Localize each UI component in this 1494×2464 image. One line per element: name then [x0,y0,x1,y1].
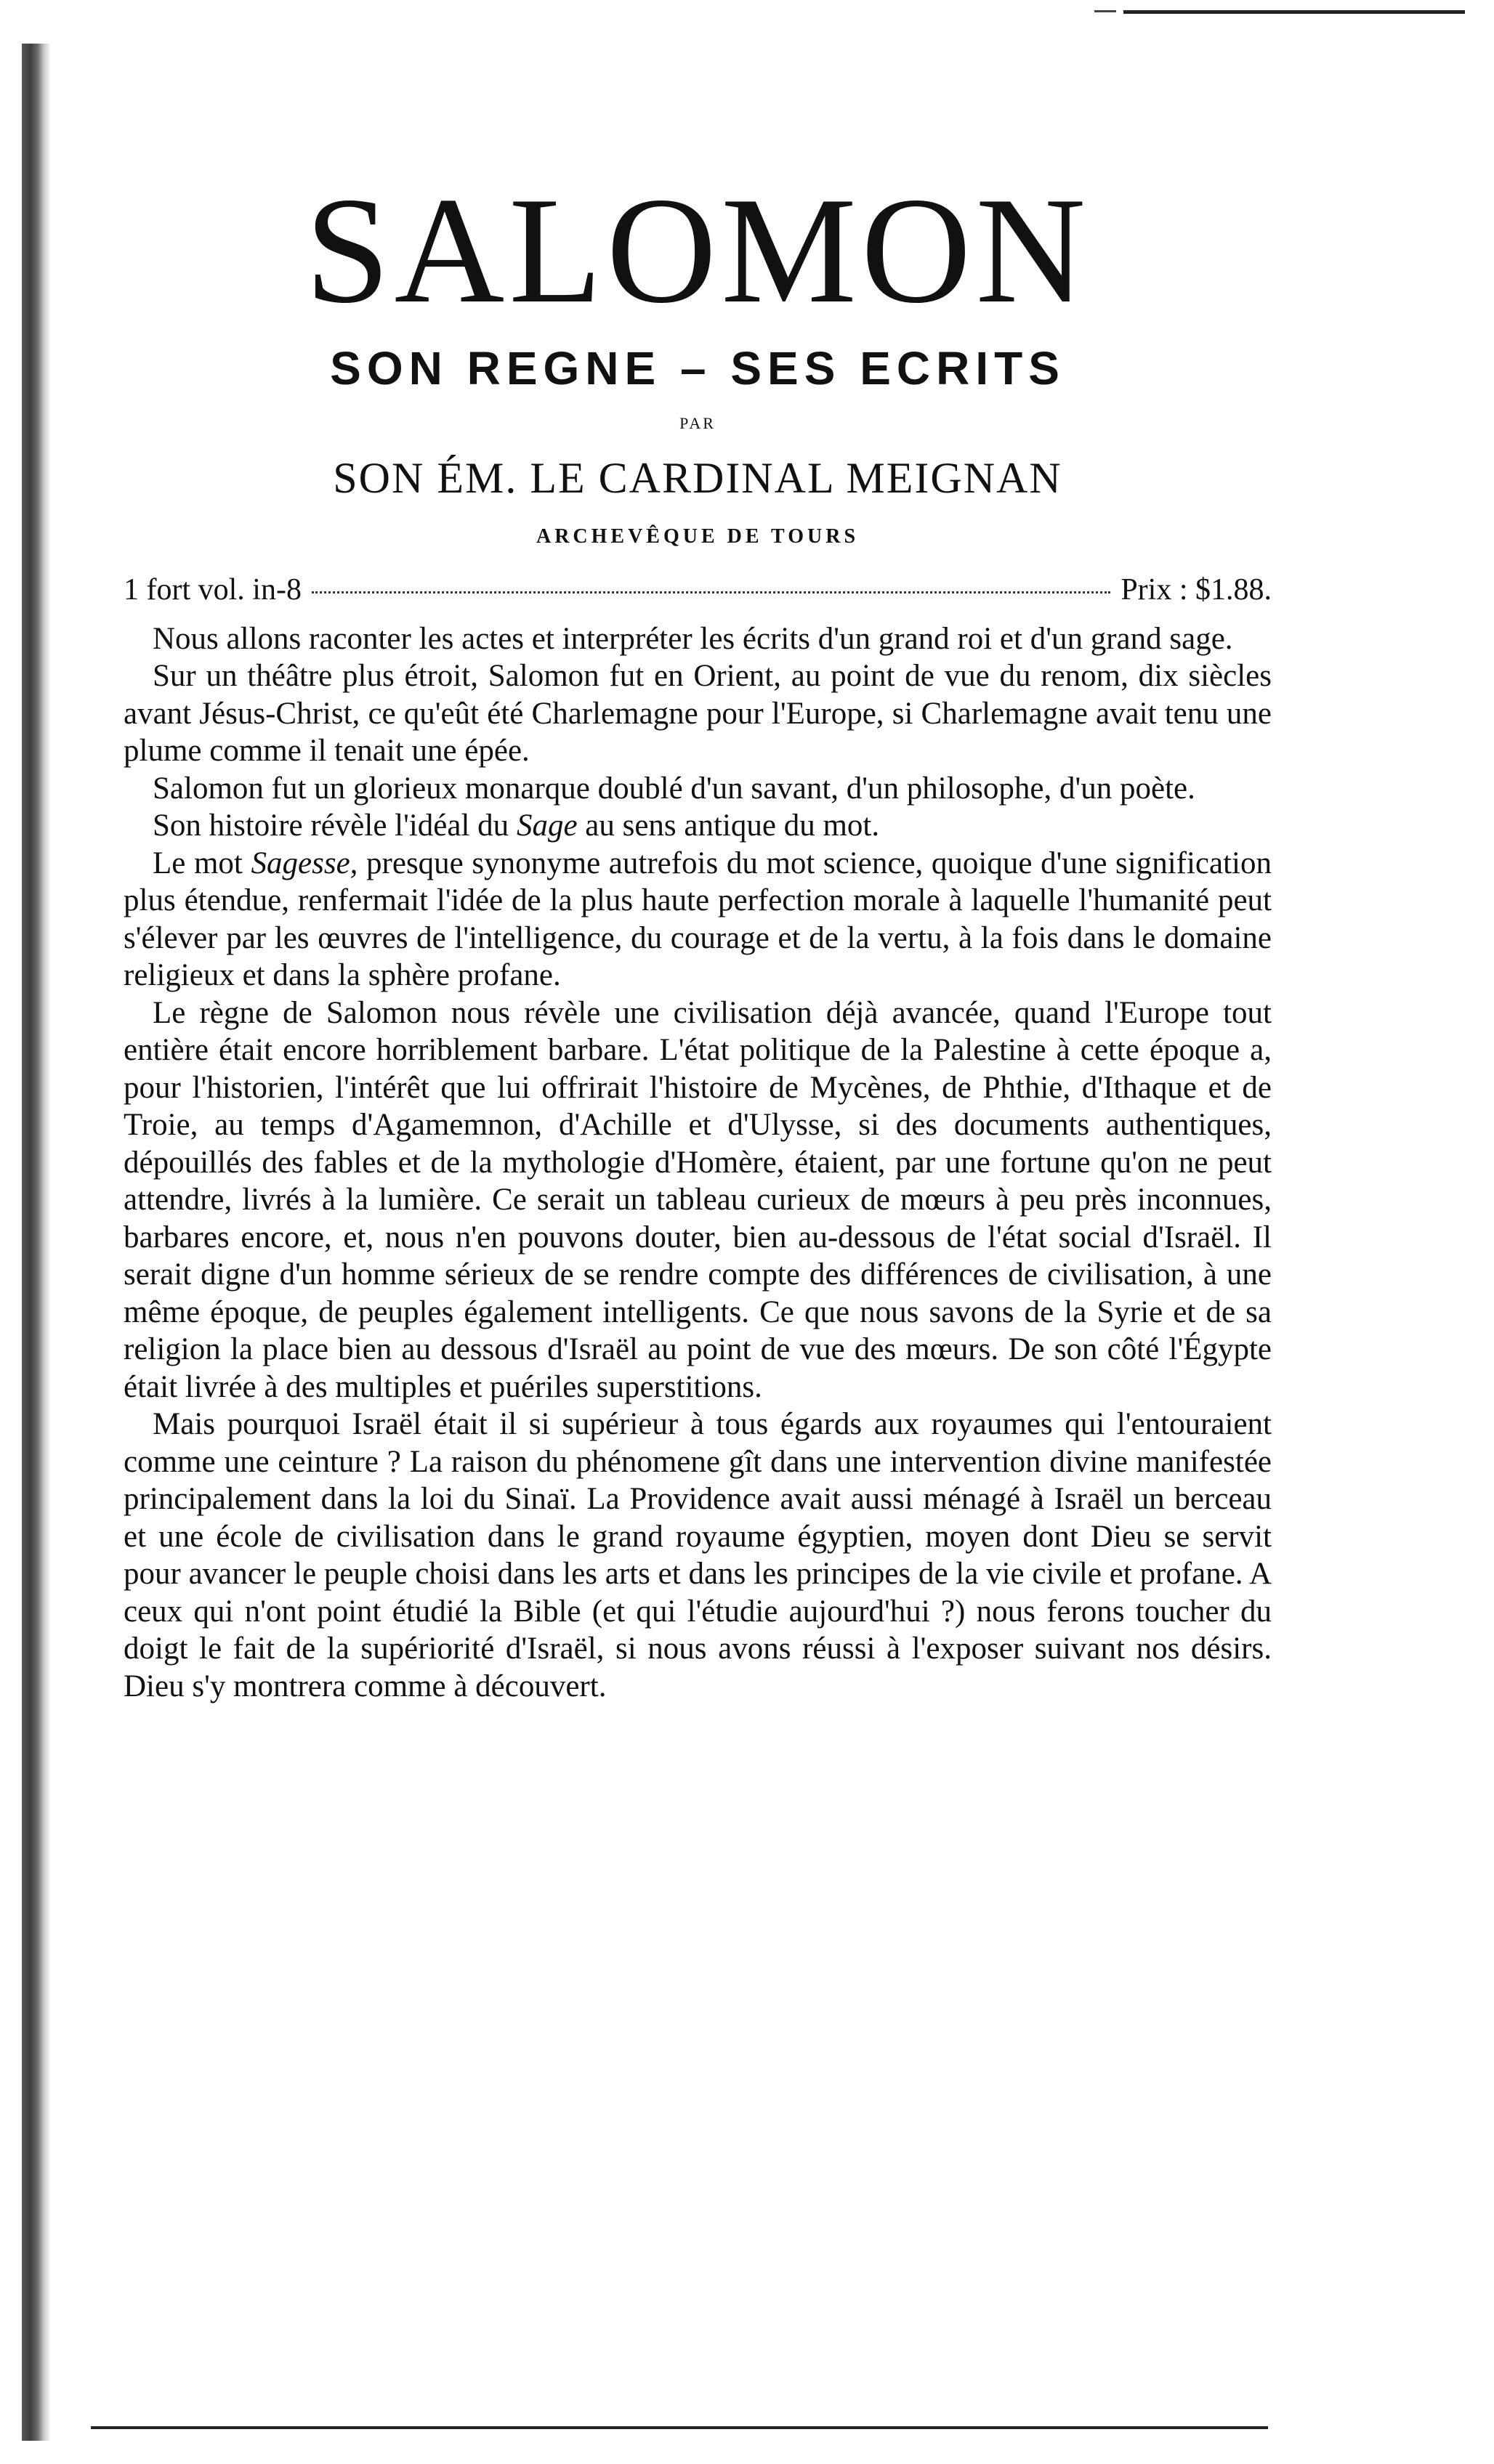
author-role: ARCHEVÊQUE DE TOURS [536,525,860,548]
price-line [124,572,1272,608]
book-title: SALOMON [304,166,1091,335]
advertisement-page [124,166,1272,1705]
book-spine-shadow [22,44,51,2441]
author-name: SON ÉM. LE CARDINAL MEIGNAN [333,454,1062,503]
by-label: PAR [679,414,716,433]
description-text [124,620,1272,1706]
volume-format: 1 fort vol. in-8 [124,573,302,607]
paragraph: Nous allons raconter les actes et interpréter les écrits d'un grand roi et d'un grand sage. [153,621,1233,656]
page-bottom-edge [91,2426,1268,2429]
corner-dash-mark [1094,10,1116,12]
paragraph: Le mot Sagesse, presque synonyme autrefois du mot science, quoique d'une signification plus étendue, renfermait l'idée de la plus haute perfection morale à laquelle l'humanité peut s'élever par les œuvres de l'intelligence, du courage et de la vertu, à la fois dans le domaine religieux et dans la sphère profane. [124,846,1272,993]
leader-dots [312,591,1110,593]
book-subtitle: SON REGNE – SES ECRITS [330,342,1065,394]
italic-term: Sage [516,808,578,843]
italic-term: Sagesse, [251,846,358,880]
paragraph: Le règne de Salomon nous révèle une civilisation déjà avancée, quand l'Europe tout entière était encore horriblement barbare. L'état politique de la Palestine à cette époque a, pour l'historien, l'intérêt que lui offrirait l'histoire de Mycènes, de Phthie, d'Ithaque et de Troie, au temps d'Agamemnon, d'Achille et d'Ulysse, si des documents authentiques, dépouillés des fables et de la mythologie d'Homère, étaient, par une fortune qu'on ne peut attendre, livrés à la lumière. Ce serait un tableau curieux de mœurs à peu près inconnues, barbares encore, et, nous n'en pouvons douter, bien au-dessous de l'état social d'Israël. Il serait digne d'un homme sérieux de se rendre compte des différences de civilisation, à une même époque, de peuples également intelligents. Ce que nous savons de la Syrie et de sa religion la place bien au dessous d'Israël au point de vue des mœurs. De son côté l'Égypte était livrée à des multiples et puériles superstitions. [124,995,1272,1404]
price: Prix : $1.88. [1120,573,1272,607]
paragraph: Son histoire révèle l'idéal du Sage au sens antique du mot. [153,808,880,843]
paragraph: Mais pourquoi Israël était il si supérieur à tous égards aux royaumes qui l'entouraient comme une ceinture ? La raison du phénomene gît dans une intervention divine manifestée principalement dans la loi du Sinaï. La Providence avait aussi ménagé à Israël un berceau et une école de civilisation dans le grand royaume égyptien, moyen dont Dieu se servit pour avancer le peuple choisi dans les arts et dans les principes de la vie civile et profane. A ceux qui n'ont point étudié la Bible (et qui l'étudie aujourd'hui ?) nous ferons toucher du doigt le fait de la supériorité d'Israël, si nous avons réussi à l'exposer suivant nos désirs. Dieu s'y montrera comme à découvert. [124,1407,1272,1703]
paragraph: Sur un théâtre plus étroit, Salomon fut en Orient, au point de vue du renom, dix siècles avant Jésus-Christ, ce qu'eût été Charlemagne pour l'Europe, si Charlemagne avait tenu une plume comme il tenait une épée. [124,659,1272,769]
corner-rule [1123,10,1465,14]
paragraph: Salomon fut un glorieux monarque doublé d'un savant, d'un philosophe, d'un poète. [153,771,1195,806]
